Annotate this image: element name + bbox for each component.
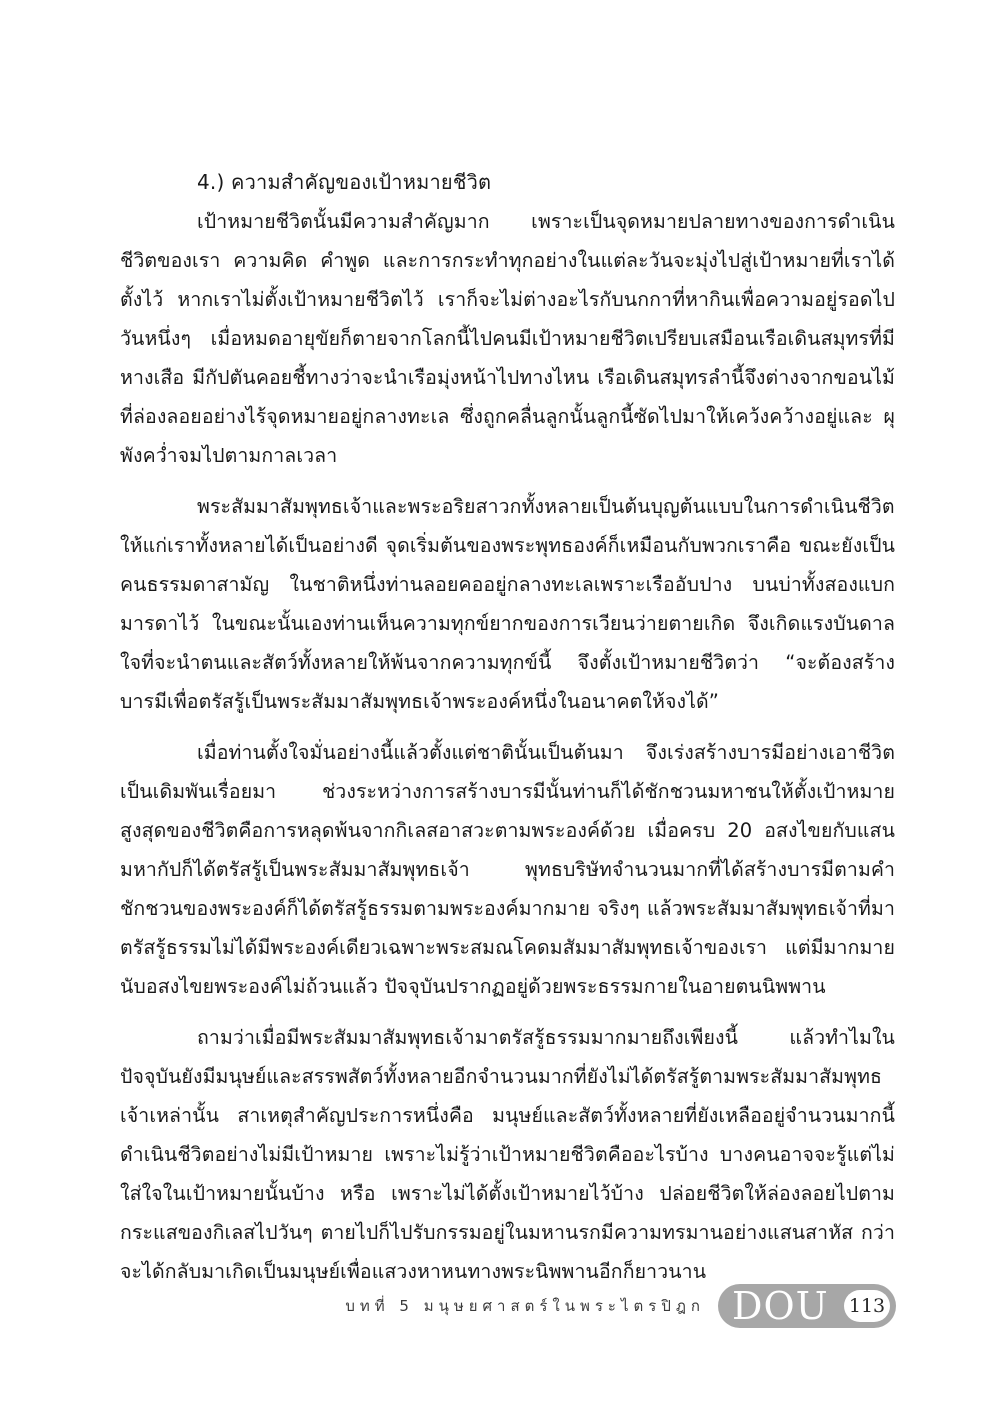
publisher-badge <box>718 1284 896 1328</box>
page-number: 113 <box>844 1290 890 1322</box>
chapter-title: บทที่ 5 มนุษยศาสตร์ในพระไตรปิฎก <box>345 1297 705 1315</box>
paragraph: ถามว่าเมื่อมีพระสัมมาสัมพุทธเจ้ามาตรัสรู้ธรรมมากมายถึงเพียงนี้ แล้วทำไมในปัจจุบันยังมีมนุษย์และสรรพสัตว์ทั้งหลายอีกจำนวนมากที่ยังไม่ได้ตรัสรู้ตามพระสัมมาสัมพุทธเจ้าเหล่านั้น สาเหตุสำคัญประการหนึ่งคือ มนุษย์และสัตว์ทั้งหลายที่ยังเหลืออยู่จำนวนมากนี้ดำเนินชีวิตอย่างไม่มีเป้าหมาย เพราะไม่รู้ว่าเป้าหมายชีวิตคืออะไรบ้าง บางคนอาจจะรู้แต่ไม่ใส่ใจในเป้าหมายนั้นบ้าง หรือ เพราะไม่ได้ตั้งเป้าหมายไว้บ้าง ปล่อยชีวิตให้ล่องลอยไปตามกระแสของกิเลสไปวันๆ ตายไปก็ไปรับกรรมอยู่ในมหานรกมีความทรมานอย่างแสนสาหัส กว่าจะได้กลับมาเกิดเป็นมนุษย์เพื่อแสวงหาหนทางพระนิพพานอีกก็ยาวนาน <box>120 1026 895 1283</box>
paragraph: เมื่อท่านตั้งใจมั่นอย่างนี้แล้วตั้งแต่ชาตินั้นเป็นต้นมา จึงเร่งสร้างบารมีอย่างเอาชีวิตเป็นเดิมพันเรื่อยมา ช่วงระหว่างการสร้างบารมีนั้นท่านก็ได้ชักชวนมหาชนให้ตั้งเป้าหมายสูงสุดของชีวิตคือการหลุดพ้นจากกิเลสอาสวะตามพระองค์ด้วย เมื่อครบ 20 อสงไขยกับแสนมหากัปก็ได้ตรัสรู้เป็นพระสัมมาสัมพุทธเจ้า พุทธบริษัทจำนวนมากที่ได้สร้างบารมีตามคำชักชวนของพระองค์ก็ได้ตรัสรู้ธรรมตามพระองค์มากมาย จริงๆ แล้วพระสัมมาสัมพุทธเจ้าที่มาตรัสรู้ธรรมไม่ได้มีพระองค์เดียวเฉพาะพระสมณโคดมสัมมาสัมพุทธเจ้าของเรา แต่มีมากมายนับอสงไขยพระองค์ไม่ถ้วนแล้ว ปัจจุบันปรากฏอยู่ด้วยพระธรรมกายในอายตนนิพพาน <box>120 741 895 998</box>
page-footer <box>0 1282 1000 1330</box>
paragraph: เป้าหมายชีวิตนั้นมีความสำคัญมาก เพราะเป็นจุดหมายปลายทางของการดำเนินชีวิตของเรา ความคิด คำพูด และการกระทำทุกอย่างในแต่ละวันจะมุ่งไปสู่เป้าหมายที่เราได้ตั้งไว้ หากเราไม่ตั้งเป้าหมายชีวิตไว้ เราก็จะไม่ต่างอะไรกับนกกาที่หากินเพื่อความอยู่รอดไปวันหนึ่งๆ เมื่อหมดอายุขัยก็ตายจากโลกนี้ไปคนมีเป้าหมายชีวิตเปรียบเสมือนเรือเดินสมุทรที่มีหางเสือ มีกัปตันคอยชี้ทางว่าจะนำเรือมุ่งหน้าไปทางไหน เรือเดินสมุทรลำนี้จึงต่างจากขอนไม้ที่ล่องลอยอย่างไร้จุดหมายอยู่กลางทะเล ซึ่งถูกคลื่นลูกนั้นลูกนี้ซัดไปมาให้เคว้งคว้างอยู่และ ผุพังคว่ำจมไปตามกาลเวลา <box>120 210 895 467</box>
dou-logo: DOU <box>732 1284 829 1328</box>
section-heading: 4.) ความสำคัญของเป้าหมายชีวิต <box>197 170 492 194</box>
body-text <box>120 162 895 1303</box>
paragraph: พระสัมมาสัมพุทธเจ้าและพระอริยสาวกทั้งหลายเป็นต้นบุญต้นแบบในการดำเนินชีวิตให้แก่เราทั้งหลายได้เป็นอย่างดี จุดเริ่มต้นของพระพุทธองค์ก็เหมือนกับพวกเราคือ ขณะยังเป็นคนธรรมดาสามัญ ในชาติหนึ่งท่านลอยคออยู่กลางทะเลเพราะเรืออับปาง บนบ่าทั้งสองแบกมารดาไว้ ในขณะนั้นเองท่านเห็นความทุกข์ยากของการเวียนว่ายตายเกิด จึงเกิดแรงบันดาลใจที่จะนำตนและสัตว์ทั้งหลายให้พ้นจากความทุกข์นี้ จึงตั้งเป้าหมายชีวิตว่า “จะต้องสร้างบารมีเพื่อตรัสรู้เป็นพระสัมมาสัมพุทธเจ้าพระองค์หนึ่งในอนาคตให้จงได้” <box>120 495 895 713</box>
